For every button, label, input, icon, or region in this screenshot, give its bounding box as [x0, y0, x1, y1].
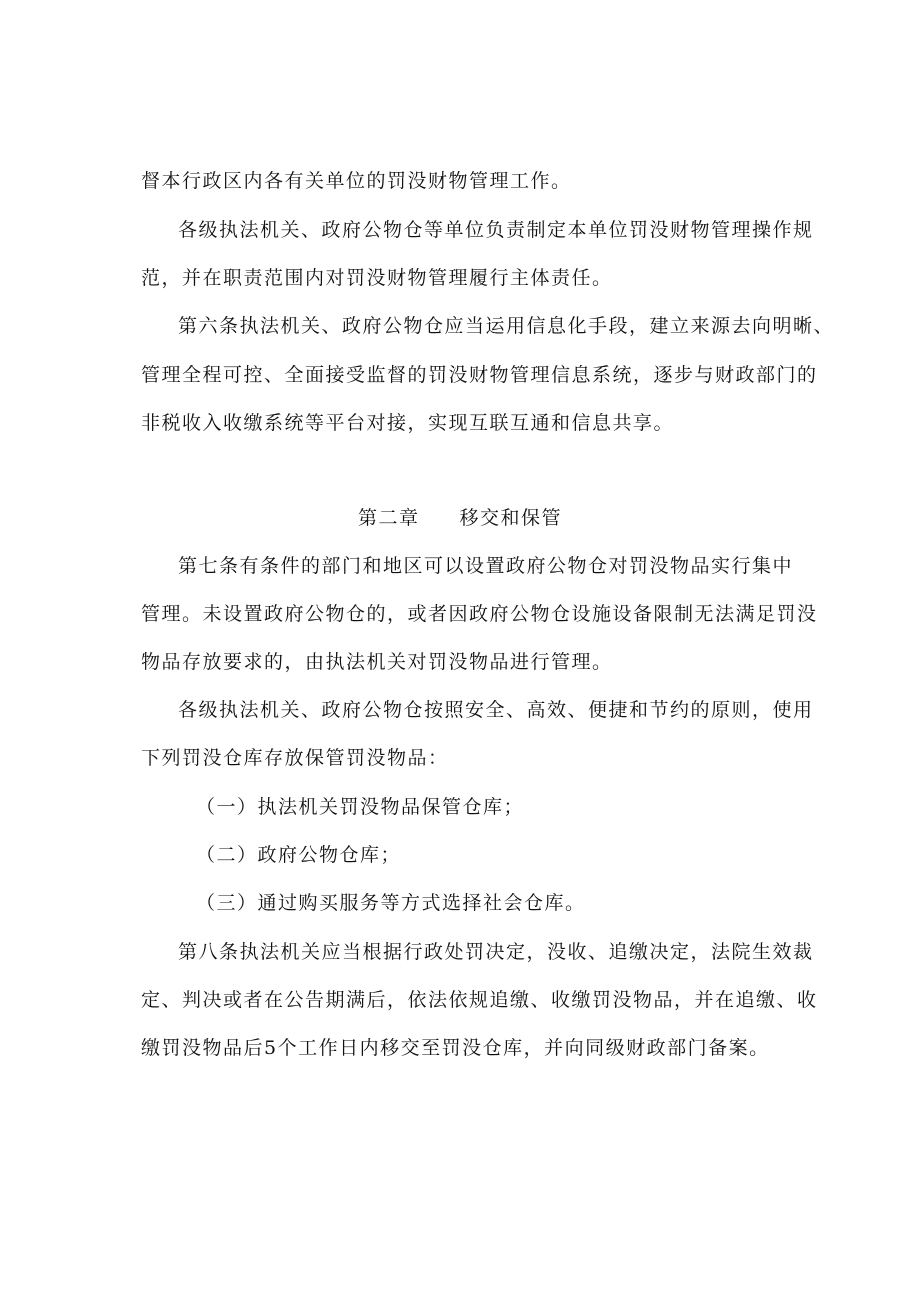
list-item: （二）政府公物仓库； [196, 844, 402, 866]
list-item: （三）通过购买服务等方式选择社会仓库。 [196, 892, 586, 914]
text-line: 第六条执法机关、政府公物仓应当运用信息化手段，建立来源去向明晰、 [178, 315, 835, 337]
chapter-heading [0, 503, 920, 533]
text-line: 第七条有条件的部门和地区可以设置政府公物仓对罚没物品实行集中 [178, 555, 794, 577]
text-line: 督本行政区内各有关单位的罚没财物管理工作。 [141, 170, 572, 192]
text-line: 缴罚没物品后5个工作日内移交至罚没仓库，并向同级财政部门备案。 [141, 1037, 770, 1059]
text-line: 管理。未设置政府公物仓的，或者因政府公物仓设施设备限制无法满足罚没 [141, 603, 818, 625]
chapter-number: 第二章 [357, 507, 420, 529]
list-item: （一）执法机关罚没物品保管仓库； [196, 796, 525, 818]
text-line: 各级执法机关、政府公物仓等单位负责制定本单位罚没财物管理操作规 [178, 219, 814, 241]
text-line: 物品存放要求的，由执法机关对罚没物品进行管理。 [141, 651, 613, 673]
text-line: 第八条执法机关应当根据行政处罚决定，没收、追缴决定，法院生效裁 [178, 941, 814, 963]
text-line: 管理全程可控、全面接受监督的罚没财物管理信息系统，逐步与财政部门的 [141, 364, 818, 386]
text-line: 范，并在职责范围内对罚没财物管理履行主体责任。 [141, 267, 613, 289]
text-line: 定、判决或者在公告期满后，依法依规追缴、收缴罚没物品，并在追缴、收 [141, 989, 818, 1011]
chapter-title: 移交和保管 [459, 507, 563, 529]
text-line: 各级执法机关、政府公物仓按照安全、高效、便捷和节约的原则，使用 [178, 699, 814, 721]
text-line: 下列罚没仓库存放保管罚没物品： [141, 747, 449, 769]
text-line: 非税收入收缴系统等平台对接，实现互联互通和信息共享。 [141, 412, 675, 434]
